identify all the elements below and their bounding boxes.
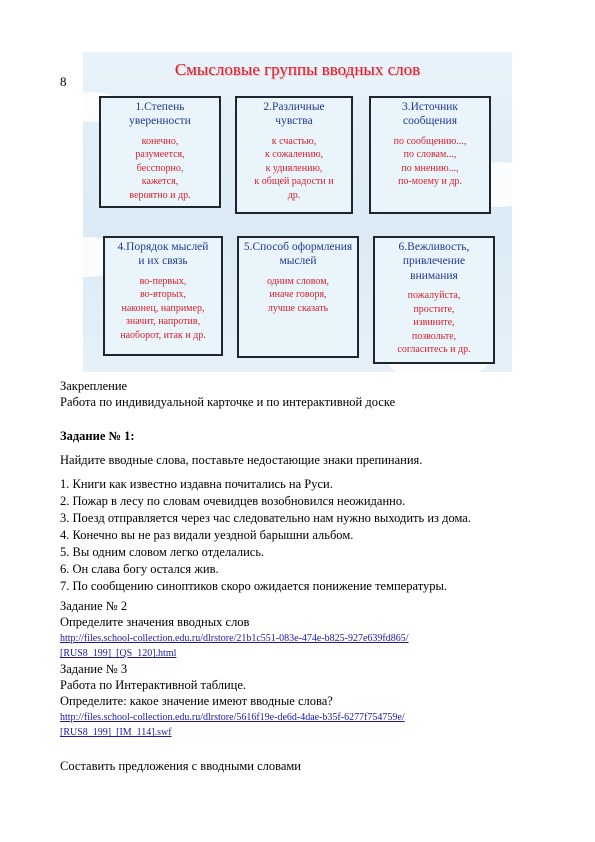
list-item: 1. Книги как известно издавна почитались на Руси. xyxy=(60,477,333,491)
card-heading: 4.Порядок мыслей и их связь xyxy=(117,241,209,268)
task3-title: Задание № 3 xyxy=(60,662,128,676)
card-items: конечно, разумеется, бесспорно, кажется, вероятно и др. xyxy=(129,135,191,201)
card-heading: 5.Способ оформления мыслей xyxy=(243,241,353,268)
page-number: 8 xyxy=(60,74,67,89)
task2-link[interactable]: http://files.school-collection.edu.ru/dlrstore/21b1c551-083e-474e-b825-927e639fd865/ xyxy=(60,633,409,644)
final-task: Составить предложения с вводными словами xyxy=(60,759,301,773)
list-item: 6. Он слава богу остался жив. xyxy=(60,562,219,576)
list-item: 2. Пожар в лесу по словам очевидцев возобновился неожиданно. xyxy=(60,494,406,508)
task3-link[interactable]: http://files.school-collection.edu.ru/dlrstore/5616f19e-de6d-4dae-b35f-6277f754759e/ xyxy=(60,712,405,723)
work-description: Работа по индивидуальной карточке и по интерактивной доске xyxy=(60,395,396,409)
list-item: 4. Конечно вы не раз видали уездной барышни альбом. xyxy=(60,528,354,542)
list-item: 5. Вы одним словом легко отделались. xyxy=(60,545,265,559)
card-formulation xyxy=(237,236,359,358)
card-source xyxy=(369,96,491,214)
card-heading: 2.Различные чувства xyxy=(263,101,325,128)
task2-instruction: Определите значения вводных слов xyxy=(60,615,250,629)
task1-instruction: Найдите вводные слова, поставьте недостающие знаки препинания. xyxy=(60,453,423,467)
card-politeness xyxy=(373,236,495,364)
card-heading: 1.Степень уверенности xyxy=(129,101,191,128)
card-order xyxy=(103,236,223,356)
card-items: во-первых, во-вторых, наконец, например, значит, напротив, наоборот, итак и др. xyxy=(120,275,206,341)
task3-line2: Определите: какое значение имеют вводные слова? xyxy=(60,694,333,708)
card-heading: 3.Источник сообщения xyxy=(401,101,459,128)
task1-title: Задание № 1: xyxy=(60,429,135,443)
card-items: одним словом, иначе говоря, лучше сказать xyxy=(266,275,330,314)
slide-image xyxy=(83,52,512,372)
card-certainty xyxy=(99,96,221,208)
consolidation-heading: Закрепление xyxy=(60,379,128,393)
task2-title: Задание № 2 xyxy=(60,599,128,613)
card-items: по сообщению..., по словам..., по мнению..., по-моему и др. xyxy=(393,135,467,188)
task3-line1: Работа по Интерактивной таблице. xyxy=(60,678,247,692)
task3-link-filename[interactable]: [RUS8_199]_[IM_114].swf xyxy=(60,727,172,738)
task2-link-filename[interactable]: [RUS8_199]_[QS_120].html xyxy=(60,648,177,659)
list-item: 3. Поезд отправляется через час следовательно нам нужно выходить из дома. xyxy=(60,511,471,525)
list-item: 7. По сообщению синоптиков скоро ожидается понижение температуры. xyxy=(60,579,448,593)
card-feelings xyxy=(235,96,353,214)
slide-title: Смысловые группы вводных слов xyxy=(174,60,421,79)
card-items: пожалуйста, простите, извините, позвольте, согласитесь и др. xyxy=(397,290,471,356)
card-heading: 6.Вежливость, привлечение внимания xyxy=(398,241,470,282)
card-items: к счастью, к сожалению, к удивлению, к общей радости и др. xyxy=(254,135,334,201)
task1-list xyxy=(60,476,471,595)
